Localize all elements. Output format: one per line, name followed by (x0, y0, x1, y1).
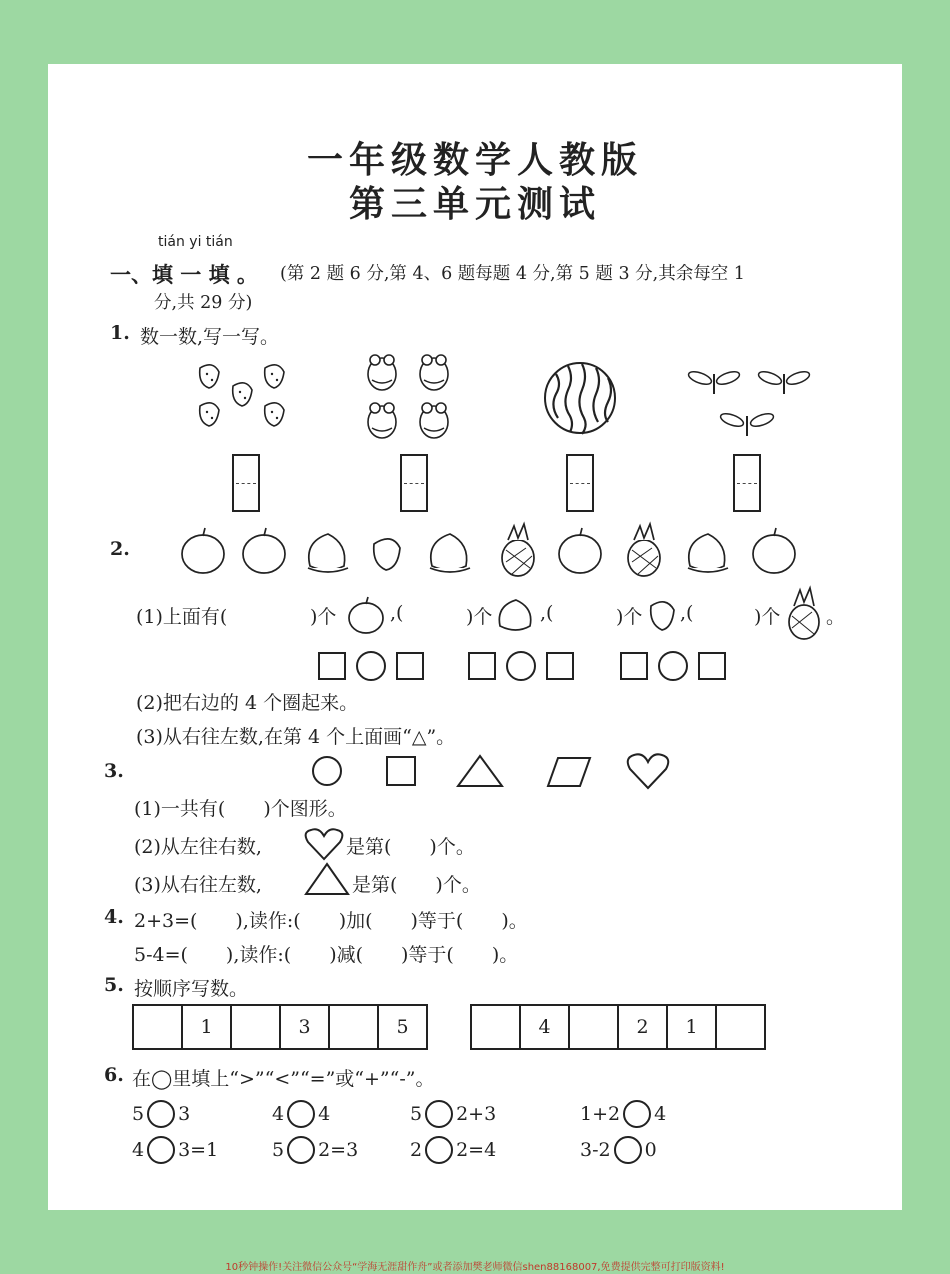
q3-sub2-prefix: (2)从左往右数, (134, 836, 262, 858)
sequence-cell[interactable] (570, 1006, 619, 1048)
compare-circle-blank[interactable] (425, 1136, 453, 1164)
number-sequence-2 (470, 1004, 766, 1050)
q5-number: 5. (104, 974, 124, 996)
sequence-cell[interactable]: 1 (668, 1006, 717, 1048)
sequence-cell[interactable]: 4 (521, 1006, 570, 1048)
compare-right: 4 (318, 1103, 331, 1125)
compare-right: 2+3 (456, 1103, 497, 1125)
answer-box-frog[interactable] (400, 454, 428, 512)
q6-number: 6. (104, 1064, 124, 1086)
title-line-2: 第三单元测试 (348, 183, 601, 225)
scoring-note-2: 分,共 29 分) (154, 293, 253, 313)
q2-sub3: (3)从右往左数,在第 4 个上面画“△”。 (136, 726, 456, 748)
peach-icon (688, 534, 728, 572)
dragonfly-group-icon (686, 364, 810, 440)
q3-sub3-prefix: (3)从右往左数, (134, 874, 262, 896)
q4-line-2: 5-4=( ),读作:( )减( )等于( )。 (134, 944, 519, 966)
triangle-icon (456, 754, 504, 788)
q5-text: 按顺序写数。 (134, 978, 249, 1000)
shape-square (698, 652, 726, 680)
shape-circle (312, 756, 342, 786)
compare-right: 2=4 (456, 1139, 497, 1161)
peach-icon (430, 534, 470, 572)
apple-icon (346, 594, 386, 634)
sequence-cell[interactable] (134, 1006, 183, 1048)
q3-sub2-suffix: 是第( )个。 (346, 836, 475, 858)
compare-circle-blank[interactable] (147, 1136, 175, 1164)
compare-item (272, 1136, 358, 1164)
q2-sub1-sep-1: ,( (390, 602, 404, 624)
apple-icon (559, 528, 601, 573)
heart-icon (304, 827, 344, 861)
q2-sub1-unit-1: )个 (310, 606, 337, 628)
answer-box-dragonfly[interactable] (733, 454, 761, 512)
q2-sub1-end: 。 (826, 606, 846, 628)
shape-square (318, 652, 346, 680)
peach-icon (308, 534, 348, 572)
number-sequence-1 (132, 1004, 428, 1050)
compare-circle-blank[interactable] (147, 1100, 175, 1128)
compare-circle-blank[interactable] (287, 1136, 315, 1164)
sequence-cell[interactable] (717, 1006, 764, 1048)
compare-item (410, 1136, 496, 1164)
sequence-cell[interactable]: 5 (396, 1016, 409, 1038)
q1-number: 1. (110, 322, 130, 344)
compare-item (132, 1100, 190, 1128)
triangle-icon (304, 862, 350, 896)
apple-icon (182, 528, 224, 573)
q2-sub1-prefix: (1)上面有( (136, 606, 228, 628)
sequence-cell[interactable]: 2 (619, 1006, 668, 1048)
q2-sub1-unit-2: )个 (466, 606, 493, 628)
compare-item (580, 1136, 657, 1164)
compare-circle-blank[interactable] (287, 1100, 315, 1128)
compare-circle-blank[interactable] (425, 1100, 453, 1128)
sequence-cell[interactable]: 3 (281, 1006, 330, 1048)
sequence-cell[interactable] (472, 1006, 521, 1048)
shape-circle (658, 651, 688, 681)
compare-left: 2 (410, 1139, 423, 1161)
strawberry-group-icon (193, 356, 303, 436)
compare-circle-blank[interactable] (623, 1100, 651, 1128)
peach-icon (494, 594, 536, 634)
answer-box-watermelon[interactable] (566, 454, 594, 512)
compare-left: 4 (132, 1139, 145, 1161)
apple-icon (753, 528, 795, 573)
watermelon-icon (542, 360, 618, 436)
compare-left: 5 (272, 1139, 285, 1161)
compare-right: 3=1 (178, 1139, 219, 1161)
shape-square (396, 652, 424, 680)
shape-square (546, 652, 574, 680)
scoring-note-1: (第 2 题 6 分,第 4、6 题每题 4 分,第 5 题 3 分,其余每空 1 (280, 264, 745, 284)
answer-box-strawberry[interactable] (232, 454, 260, 512)
q2-sub1-sep-3: ,( (680, 602, 694, 624)
sequence-cell[interactable] (330, 1006, 379, 1048)
q6-text: 在◯里填上“>”“<”“=”或“+”“-”。 (132, 1068, 435, 1090)
frog-group-icon (360, 352, 460, 448)
section-heading: 一、填 一 填 。 (110, 262, 258, 287)
heart-icon (626, 752, 670, 790)
q2-sub1-sep-2: ,( (540, 602, 554, 624)
footer-promo-text: 10秒钟操作!关注微信公众号“学海无涯甜作舟”或者添加樊老师微信shen88168007,免费提供完整可打印版资料! (225, 1262, 725, 1273)
pineapple-icon (784, 586, 824, 642)
q3-sub3-suffix: 是第( )个。 (352, 874, 481, 896)
compare-left: 5 (410, 1103, 423, 1125)
q4-number: 4. (104, 906, 124, 928)
compare-left: 4 (272, 1103, 285, 1125)
q1-text: 数一数,写一写。 (140, 326, 280, 348)
compare-item (272, 1100, 330, 1128)
worksheet-page (48, 64, 902, 1210)
q2-sub1-unit-3: )个 (616, 606, 643, 628)
q4-line-1: 2+3=( ),读作:( )加( )等于( )。 (134, 910, 528, 932)
q3-number: 3. (104, 760, 124, 782)
title-line-1: 一年级数学人教版 (306, 139, 643, 181)
compare-item (132, 1136, 218, 1164)
compare-right: 0 (644, 1139, 657, 1161)
compare-left: 1+2 (580, 1103, 621, 1125)
compare-circle-blank[interactable] (614, 1136, 642, 1164)
q3-sub1: (1)一共有( )个图形。 (134, 798, 347, 820)
q2-number: 2. (110, 538, 130, 560)
compare-right: 2=3 (318, 1139, 359, 1161)
compare-item (410, 1100, 496, 1128)
apple-icon (243, 528, 285, 573)
q2-sub2: (2)把右边的 4 个圈起来。 (136, 692, 359, 714)
shape-square (620, 652, 648, 680)
strawberry-icon (646, 596, 680, 632)
shape-circle (356, 651, 386, 681)
parallelogram-icon (546, 756, 592, 788)
sequence-cell[interactable]: 1 (183, 1006, 232, 1048)
q2-sub1-unit-4: )个 (754, 606, 781, 628)
compare-item (580, 1100, 666, 1128)
shape-square (386, 756, 416, 786)
strawberry-icon (374, 539, 400, 570)
shape-square (468, 652, 496, 680)
shape-circle (506, 651, 536, 681)
pinyin-annotation: tián yi tián (158, 234, 233, 250)
compare-right: 4 (654, 1103, 667, 1125)
compare-left: 5 (132, 1103, 145, 1125)
fruit-row (178, 522, 803, 578)
compare-left: 3-2 (580, 1139, 611, 1161)
sequence-cell[interactable] (232, 1006, 281, 1048)
compare-right: 3 (178, 1103, 191, 1125)
